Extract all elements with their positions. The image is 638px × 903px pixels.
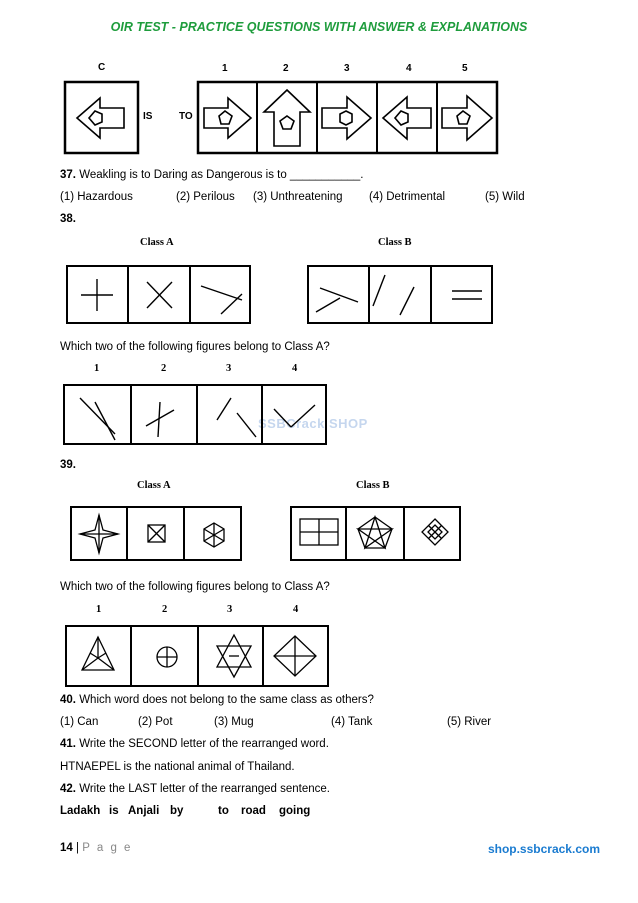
- q42-word-6: road: [241, 805, 266, 817]
- q38-option-label-2: 2: [161, 363, 167, 374]
- q42-word-2: is: [109, 805, 119, 817]
- watermark-text: SSBCrack SHOP: [258, 416, 368, 431]
- q38-class-b-label: Class B: [378, 237, 412, 248]
- q42-word-3: Anjali: [128, 805, 160, 817]
- q41-line2: HTNAEPEL is the national animal of Thailand.: [60, 761, 295, 773]
- q42-text: [60, 783, 330, 795]
- q42-number: 42.: [60, 783, 76, 795]
- option-label-2: 2: [283, 63, 289, 74]
- option-label-3: 3: [344, 63, 350, 74]
- q38-class-a-label: Class A: [140, 237, 174, 248]
- q38-option-label-1: 1: [94, 363, 100, 374]
- q40-option-5: (5) River: [447, 716, 492, 728]
- q42-word-7: going: [279, 805, 311, 817]
- q37-option-1: (1) Hazardous: [60, 191, 133, 203]
- q40-option-1: (1) Can: [60, 716, 99, 728]
- q40-option-2: (2) Pot: [138, 716, 173, 728]
- q39-option-label-3: 3: [227, 604, 233, 615]
- page-header: OIR TEST - PRACTICE QUESTIONS WITH ANSWER & EXPLANATIONS: [110, 20, 528, 34]
- q41-question: Write the SECOND letter of the rearranged word.: [79, 738, 329, 750]
- q39-option-label-2: 2: [162, 604, 168, 615]
- q37-option-3: (3) Unthreatening: [253, 191, 343, 203]
- q40-text: [60, 694, 374, 706]
- q37-option-5: (5) Wild: [485, 191, 525, 203]
- site-link[interactable]: shop.ssbcrack.com: [487, 842, 600, 856]
- q42-word-4: by: [170, 805, 184, 817]
- is-label: IS: [143, 111, 153, 122]
- q42-word-5: to: [218, 805, 229, 817]
- page-footer-left: [60, 842, 132, 854]
- q42-word-1: Ladakh: [60, 805, 101, 817]
- option-label-5: 5: [462, 63, 468, 74]
- q37-option-4: (4) Detrimental: [369, 191, 446, 203]
- figure-label-c: C: [98, 62, 106, 73]
- q39-class-a-label: Class A: [137, 480, 171, 491]
- page-word: P a g e: [82, 842, 133, 854]
- page-number: 14: [60, 842, 73, 854]
- q40-number: 40.: [60, 694, 76, 706]
- q38-option-label-3: 3: [226, 363, 232, 374]
- option-label-1: 1: [222, 63, 228, 74]
- q40-question: Which word does not belong to the same class as others?: [79, 694, 374, 706]
- q37-number: 37.: [60, 169, 76, 181]
- q41-text: [60, 738, 329, 750]
- page-separator: |: [76, 842, 79, 854]
- q41-number: 41.: [60, 738, 76, 750]
- q38-number: 38.: [60, 213, 76, 225]
- q39-question: Which two of the following figures belong to Class A?: [60, 581, 330, 593]
- q38-question: Which two of the following figures belong to Class A?: [60, 341, 330, 353]
- option-label-4: 4: [406, 63, 412, 74]
- q39-option-label-4: 4: [293, 604, 299, 615]
- q40-option-4: (4) Tank: [331, 716, 373, 728]
- q42-question: Write the LAST letter of the rearranged sentence.: [79, 783, 331, 795]
- q37-question: Weakling is to Daring as Dangerous is to ___________.: [79, 169, 364, 181]
- to-label: TO: [179, 111, 193, 122]
- q40-option-3: (3) Mug: [214, 716, 254, 728]
- q39-option-label-1: 1: [96, 604, 102, 615]
- q39-number: 39.: [60, 459, 76, 471]
- q37-option-2: (2) Perilous: [176, 191, 235, 203]
- q39-class-b-label: Class B: [356, 480, 390, 491]
- q38-option-label-4: 4: [292, 363, 298, 374]
